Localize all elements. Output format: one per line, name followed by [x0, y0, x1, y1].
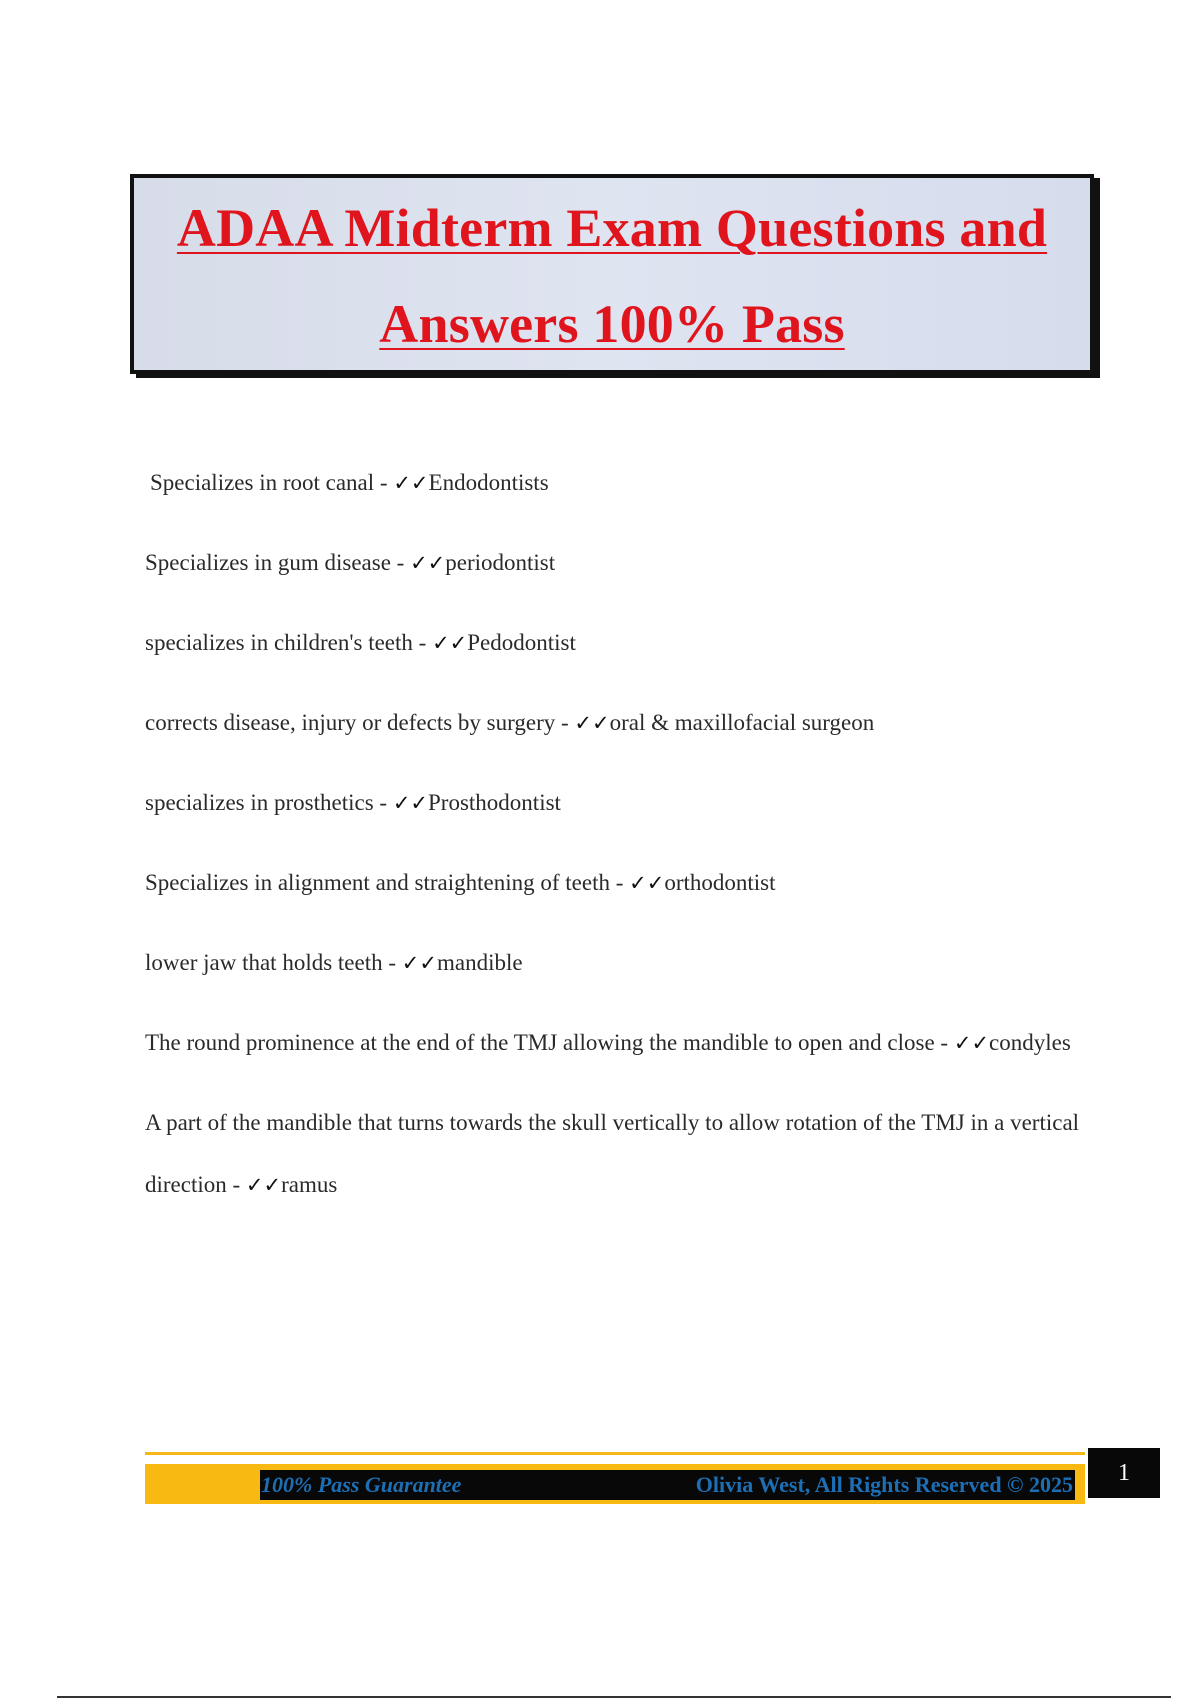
qa-answer: Endodontists [428, 470, 549, 495]
qa-question: The round prominence at the end of the TMJ allowing the mandible to open and close - [145, 1030, 954, 1055]
qa-item [145, 1012, 1095, 1074]
double-check-icon: ✓✓ [393, 471, 429, 495]
double-check-icon: ✓✓ [392, 791, 429, 815]
qa-item [145, 932, 1095, 994]
double-check-icon: ✓✓ [953, 1031, 990, 1055]
qa-item [145, 772, 1095, 834]
qa-answer: Prosthodontist [428, 790, 561, 815]
qa-item [145, 612, 1095, 674]
qa-answer: mandible [436, 950, 523, 975]
double-check-icon: ✓✓ [410, 551, 446, 575]
footer-copyright-text: Olivia West, All Rights Reserved © 2025 [695, 1472, 1073, 1497]
qa-question: A part of the mandible that turns towards the skull vertically to allow rotation of the TMJ in a vertical direction - [145, 1110, 1080, 1197]
double-check-icon: ✓✓ [432, 631, 468, 655]
qa-answer: orthodontist [664, 870, 776, 895]
qa-answer: oral & maxillofacial surgeon [609, 710, 875, 735]
qa-question: lower jaw that holds teeth - [145, 950, 402, 975]
double-check-icon: ✓✓ [574, 711, 610, 735]
footer-guarantee-text: 100% Pass Guarantee [261, 1472, 462, 1497]
qa-question: Specializes in gum disease - [145, 550, 411, 575]
qa-list [145, 452, 1095, 1234]
qa-question: Specializes in root canal - [150, 470, 394, 495]
qa-answer: periodontist [445, 550, 556, 575]
qa-item [145, 692, 1095, 754]
page-footer [145, 1452, 1085, 1506]
double-check-icon: ✓✓ [629, 871, 665, 895]
qa-question: corrects disease, injury or defects by surgery - [145, 710, 575, 735]
qa-question: Specializes in alignment and straightening of teeth - [145, 870, 630, 895]
document-title-line-1: ADAA Midterm Exam Questions and [176, 198, 1048, 258]
qa-item [145, 852, 1095, 914]
double-check-icon: ✓✓ [401, 951, 437, 975]
qa-question: specializes in children's teeth - [145, 630, 433, 655]
qa-answer: ramus [281, 1172, 338, 1197]
qa-item [145, 452, 1095, 514]
document-title-line-2: Answers 100% Pass [379, 294, 845, 354]
double-check-icon: ✓✓ [245, 1173, 282, 1197]
qa-item [145, 1092, 1095, 1216]
qa-answer: condyles [989, 1030, 1071, 1055]
bottom-divider [57, 1696, 1171, 1698]
page-number: 1 [1088, 1448, 1160, 1498]
footer-rule [145, 1452, 1085, 1455]
qa-item [145, 532, 1095, 594]
qa-question: specializes in prosthetics - [145, 790, 393, 815]
qa-answer: Pedodontist [467, 630, 576, 655]
title-box [130, 174, 1094, 374]
